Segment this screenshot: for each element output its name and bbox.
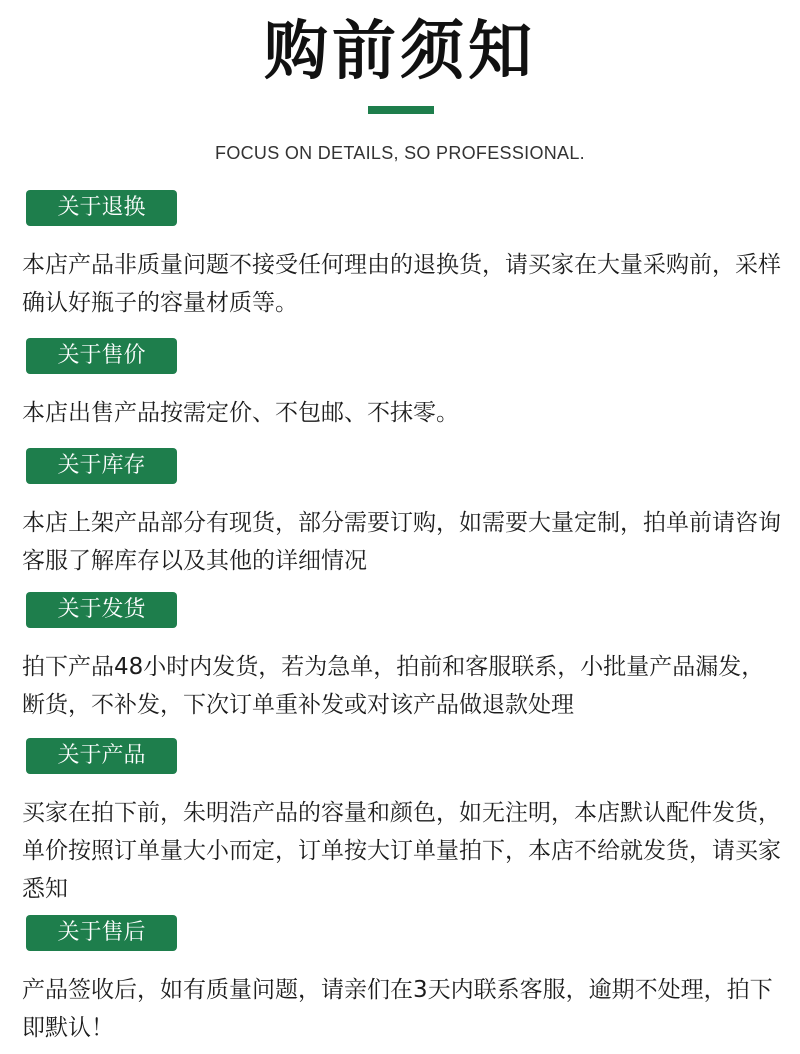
- section-returns-label: 关于退换: [26, 190, 177, 226]
- section-pricing-text: 本店出售产品按需定价、不包邮、不抹零。: [22, 400, 459, 426]
- title-accent-bar: [368, 106, 434, 114]
- page-title: 购前须知: [264, 15, 536, 89]
- section-pricing-label: 关于售价: [26, 338, 177, 374]
- section-stock-label: 关于库存: [26, 448, 177, 484]
- section-aftersales-label: 关于售后: [26, 915, 177, 951]
- section-stock-text: 本店上架产品部分有现货，部分需要订购，如需要大量定制，拍单前请咨询客服了解库存以及其他的详细情况: [22, 510, 781, 574]
- section-shipping-label: 关于发货: [26, 592, 177, 628]
- page-subtitle: FOCUS ON DETAILS, SO PROFESSIONAL.: [215, 143, 585, 163]
- section-product-text: 买家在拍下前，朱明浩产品的容量和颜色，如无注明，本店默认配件发货，单价按照订单量大小而定，订单按大订单量拍下，本店不给就发货，请买家悉知: [22, 800, 781, 902]
- section-returns-text: 本店产品非质量问题不接受任何理由的退换货，请买家在大量采购前，采样确认好瓶子的容量材质等。: [22, 252, 781, 316]
- section-shipping-text: 拍下产品48小时内发货，若为急单，拍前和客服联系，小批量产品漏发，断货，不补发，下次订单重补发或对该产品做退款处理: [22, 654, 765, 718]
- section-aftersales-text: 产品签收后，如有质量问题，请亲们在3天内联系客服，逾期不处理，拍下即默认！: [22, 977, 773, 1041]
- section-product-label: 关于产品: [26, 738, 177, 774]
